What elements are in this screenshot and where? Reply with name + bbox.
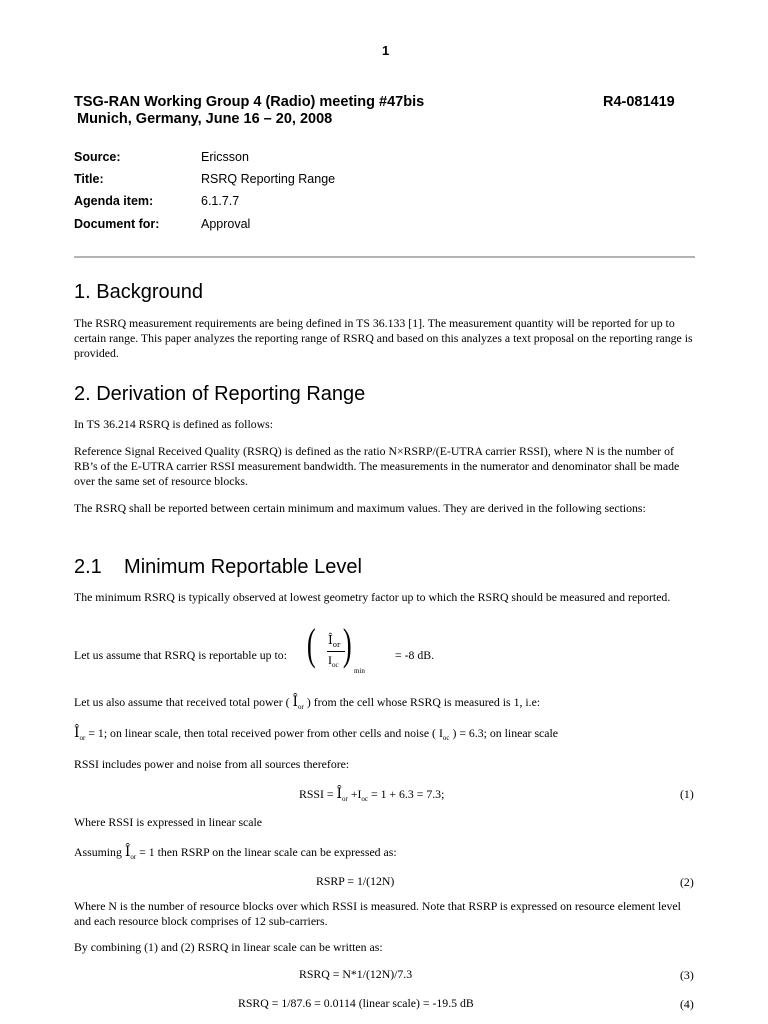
heading-background: 1. Background [74,281,203,303]
equation-4-number: (4) [680,997,694,1011]
assumption-1-text: Let us assume that RSRQ is reportable up to: [74,648,287,662]
header-divider [74,256,695,258]
derivation-paragraph-2: Reference Signal Received Quality (RSRQ) is defined as the ratio N×RSRP/(E-UTRA carrier RSSI), where N is the number of RB’s of the E-UTRA carrier RSSI measurement bandwidth. The measurements in the numerator and denominator shall be made over the same set of resource blocks. [74,444,680,488]
meta-value-title: RSRQ Reporting Range [201,172,336,186]
fraction-denominator: $I_{oc}$ [328,653,339,669]
equation-4: RSRQ = 1/87.6 = 0.0114 (linear scale) = -19.5 dB [238,996,474,1010]
derivation-paragraph-1: In TS 36.214 RSRQ is defined as follows: [74,417,274,431]
meta-label-title: Title: [74,172,104,186]
assumption-1-value: = -8 dB. [395,648,435,662]
meeting-title: TSG-RAN Working Group 4 (Radio) meeting #47bis [74,94,425,110]
meta-label-document-for: Document for: [74,217,160,231]
equation-1-number: (1) [680,787,694,801]
fraction-numerator: $Î_{or}$ [328,633,341,649]
equation-2-number: (2) [680,875,694,889]
derivation-paragraph-3: The RSRQ shall be reported between certain minimum and maximum values. They are derived in the following sections: [74,501,646,515]
meta-value-document-for: Approval [201,217,251,231]
document-id: R4-081419 [603,94,675,110]
equation-1: RSSI = $Î_{or} +I_{oc} = 1 + 6.3 = 7.3$; [299,786,445,803]
min-subscript: min [354,667,365,675]
left-parenthesis: ( [306,620,316,669]
combining-text: By combining (1) and (2) RSRQ in linear scale can be written as: [74,940,383,954]
equation-2: RSRP = 1/(12N) [316,874,395,888]
meta-value-agenda: 6.1.7.7 [201,194,240,208]
rssi-intro: RSSI includes power and noise from all sources therefore: [74,757,350,771]
ior-ioc-values: $Î_{or} = 1$; on linear scale, then total received power from other cells and noise ( $I_{oc}$ ) = 6.3; on linear scale [74,725,559,742]
ior-over-ioc-fraction [306,620,390,681]
page-number: 1 [382,43,390,58]
equation-3-number: (3) [680,968,694,982]
assumption-2-text: Let us also assume that received total power ( $Î_{or}$ ) from the cell whose RSRQ is measured is 1, i.e: [74,694,541,711]
meeting-location: Munich, Germany, June 16 – 20, 2008 [77,111,333,127]
heading-minimum-level: 2.1 Minimum Reportable Level [74,556,362,578]
rssi-linear-note: Where RSSI is expressed in linear scale [74,815,263,829]
meta-label-agenda: Agenda item: [74,194,154,208]
heading-derivation: 2. Derivation of Reporting Range [74,383,366,405]
assumption-3-text: Assuming $Î_{or} = 1$ then RSRP on the linear scale can be expressed as: [74,844,397,861]
meta-label-source: Source: [74,150,121,164]
background-paragraph: The RSRQ measurement requirements are being defined in TS 36.133 [1]. The measurement quantity will be reported for up to certain range. This paper analyzes the reporting range of RSRQ and based on this analyzes a text proposal on the reporting range is provided. [74,316,693,360]
minimum-paragraph-1: The minimum RSRQ is typically observed at lowest geometry factor up to which the RSRQ should be measured and reported. [74,590,671,604]
right-parenthesis: ) [342,620,352,669]
resource-block-note: Where N is the number of resource blocks over which RSSI is measured. Note that RSRP is expressed on resource element level and each resource block comprises of 12 sub-carriers. [74,899,681,928]
meta-value-source: Ericsson [201,150,249,164]
equation-3: RSRQ = N*1/(12N)/7.3 [299,967,413,981]
